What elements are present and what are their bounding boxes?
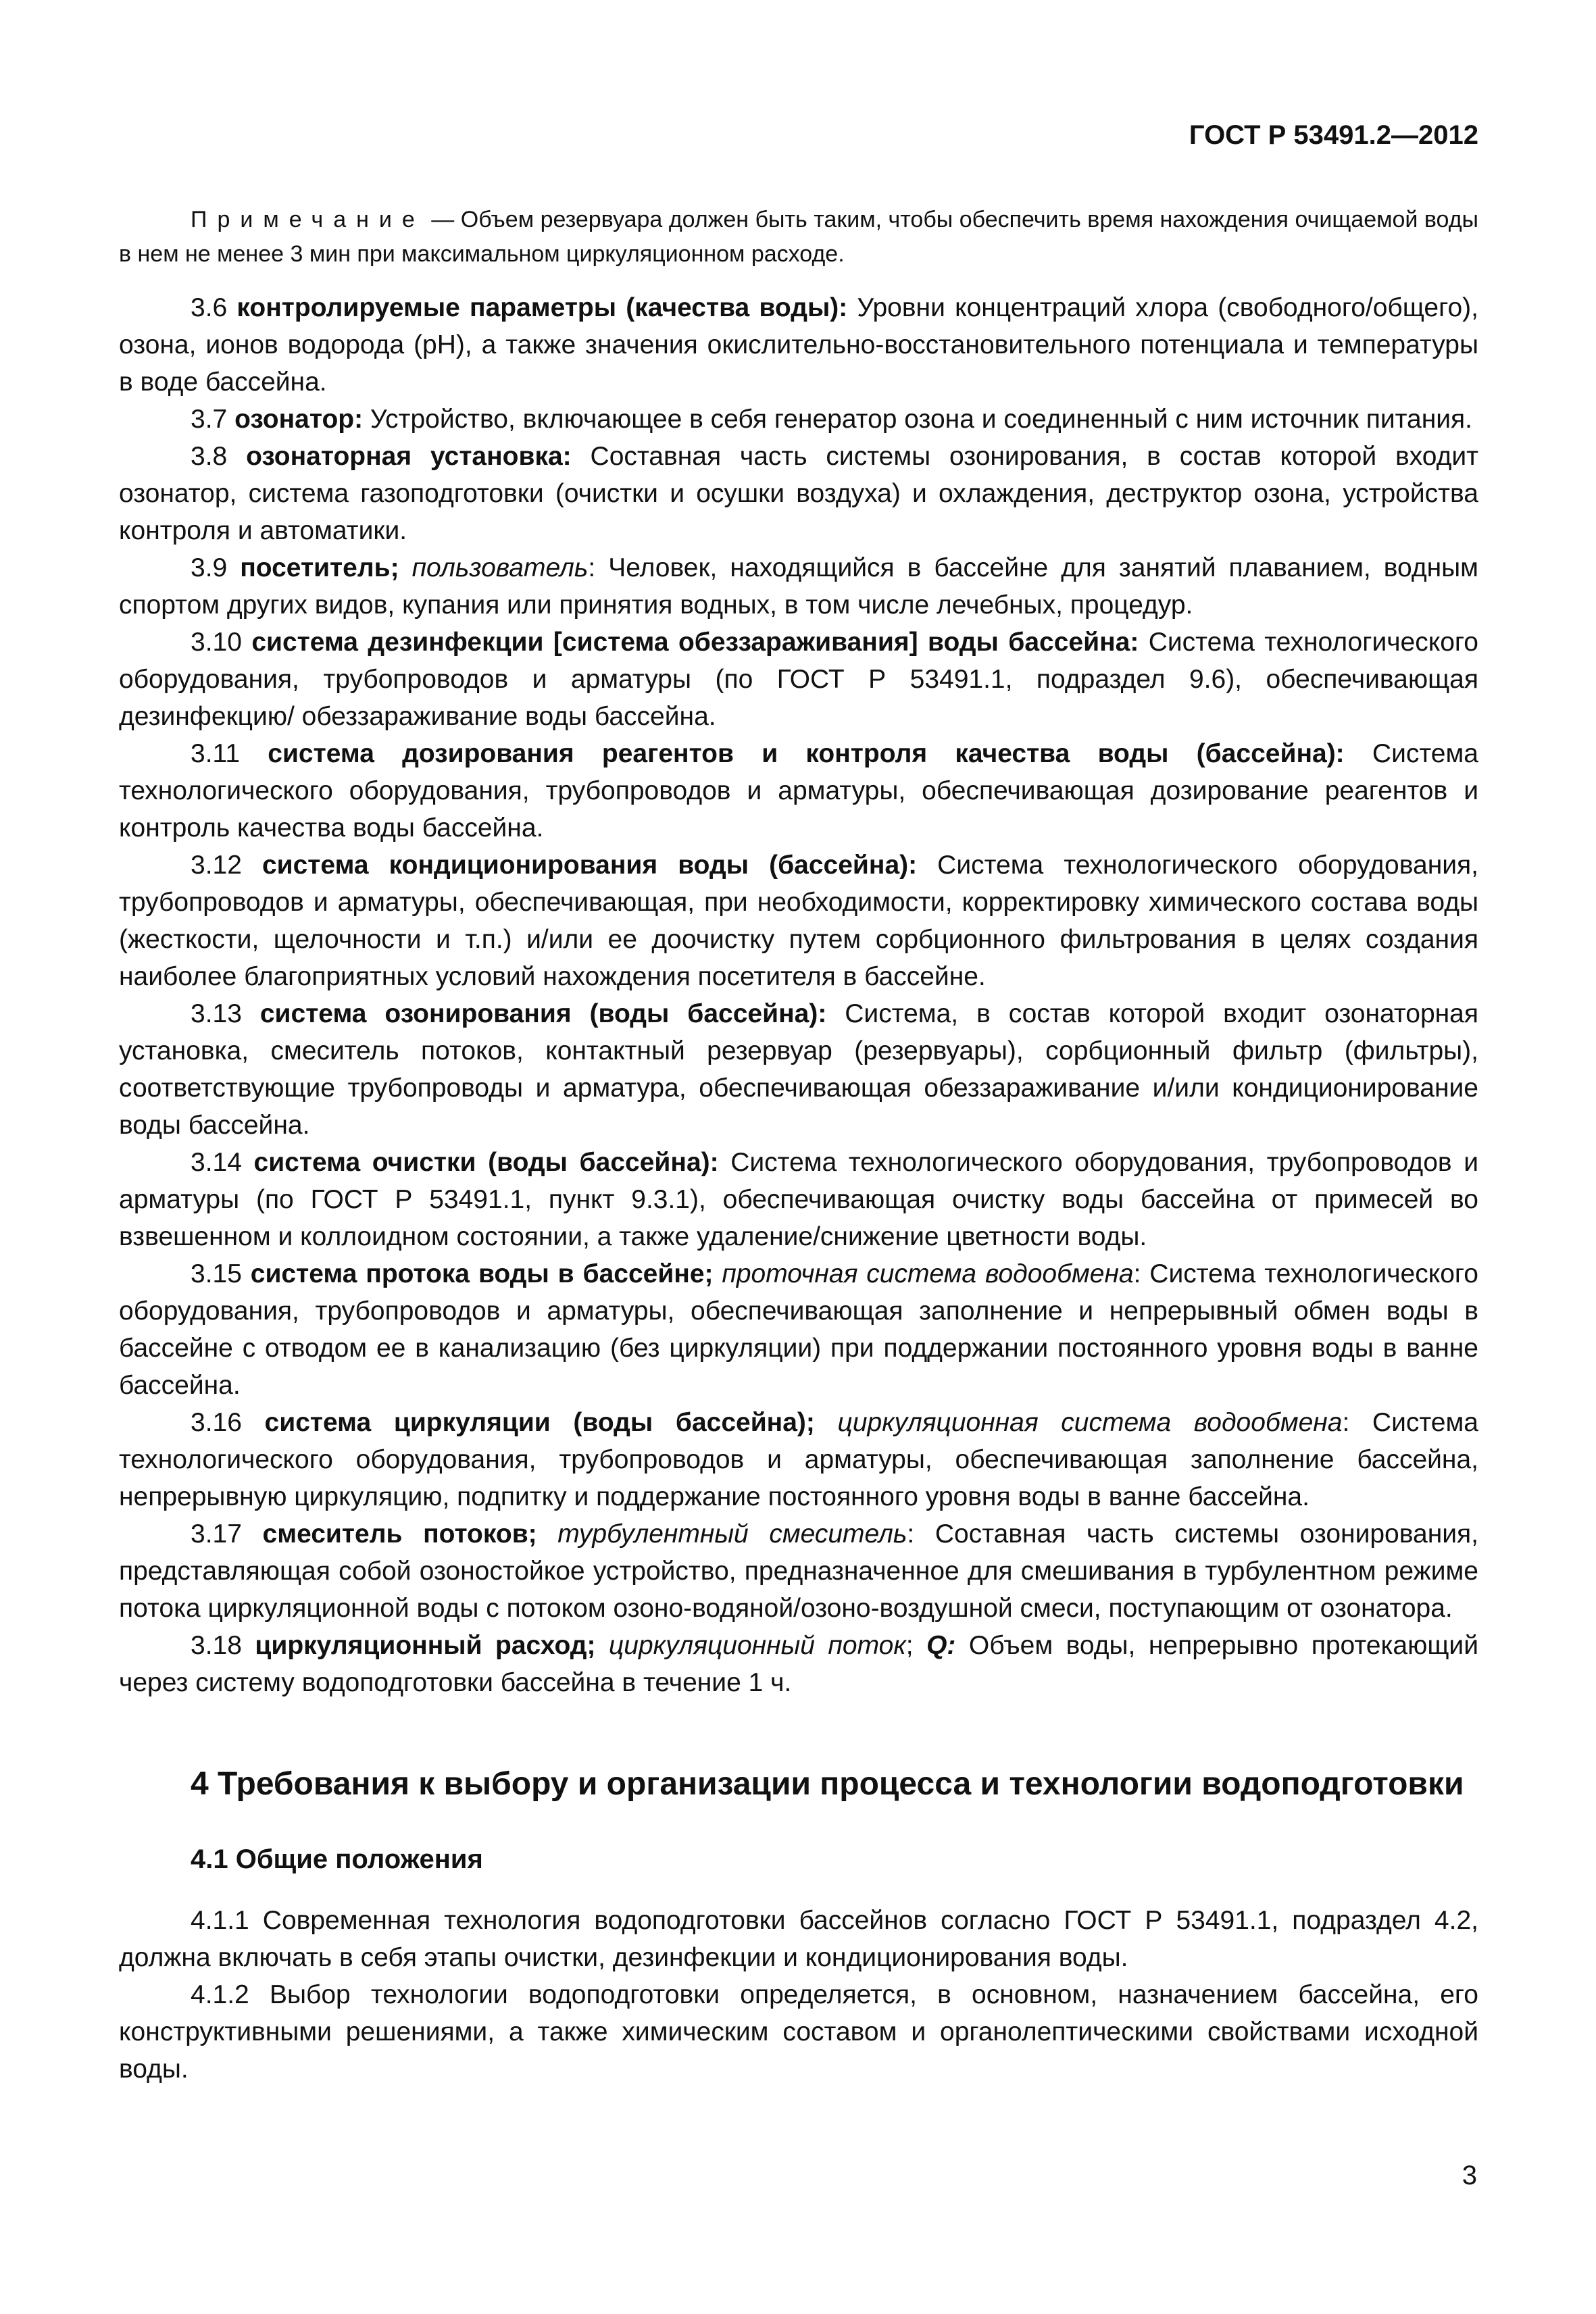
definition-number: 3.10 <box>191 628 252 657</box>
definition-term: контролируемые параметры (качества воды): <box>236 293 848 322</box>
definition-term: система дезинфекции [система обеззараживания] воды бассейна: <box>251 628 1139 657</box>
definition-number: 3.12 <box>191 851 262 880</box>
note <box>119 203 1478 272</box>
definition-alt-term: циркуляционная система водообмена <box>814 1408 1343 1437</box>
definition-number: 3.14 <box>191 1148 254 1177</box>
page-number: 3 <box>1462 2161 1477 2190</box>
definition-term: посетитель; <box>240 553 399 582</box>
clause-4-1-1: 4.1.1 Современная технология водоподготовки бассейнов согласно ГОСТ Р 53491.1, подраздел 4.2, должна включать в себя этапы очистки, дезинфекции и кондиционирования воды. <box>119 1906 1478 1972</box>
definition-paragraph <box>119 624 1478 735</box>
definition-paragraph <box>119 735 1478 847</box>
definitions-list <box>119 289 1478 1627</box>
document-code: ГОСТ Р 53491.2—2012 <box>1189 120 1478 150</box>
page-content <box>119 203 1478 2088</box>
definition-symbol: Q: <box>926 1631 956 1660</box>
section-heading: 4 Требования к выбору и организации процесса и технологии водоподготовки <box>191 1766 1464 1802</box>
definition-alt-term: проточная система водообмена <box>713 1259 1134 1288</box>
definition-paragraph <box>119 1404 1478 1515</box>
definition-text: Устройство, включающее в себя генератор озона и соединенный с ним источник питания. <box>363 405 1473 434</box>
definition-text: Составная часть системы озонирования, в состав которой входит озонатор, система газоподготовки (очистки и осушки воздуха) и охлаждения, деструктор озона, устройства контроля и автоматики. <box>119 442 1478 545</box>
definition-number: 3.6 <box>191 293 237 322</box>
definition-term: система озонирования (воды бассейна): <box>259 999 827 1028</box>
definition-separator: ; <box>905 1631 927 1660</box>
note-lead: Примечание <box>191 207 425 232</box>
definition-text: Система технологического оборудования, трубопроводов и арматуры (по ГОСТ Р 53491.1, пункт 9.3.1), обеспечивающая очистку воды бассейна от примесей во взвешенном и коллоидном состоянии, а также удаление/снижение цветности воды. <box>119 1148 1478 1251</box>
definition-text: : Система технологического оборудования, трубопроводов и арматуры, обеспечивающая заполнение бассейна, непрерывную циркуляцию, подпитку и поддержание постоянного уровня воды в ванне бассейна. <box>119 1408 1478 1511</box>
definition-paragraph <box>119 1515 1478 1627</box>
definition-text: Уровни концентраций хлора (свободного/общего), озона, ионов водорода (pH), а также значения окислительно-восстановительного потенциала и температуры в воде бассейна. <box>119 293 1478 397</box>
definition-number: 3.16 <box>191 1408 265 1437</box>
definition-paragraph <box>119 289 1478 401</box>
definition-paragraph <box>119 1255 1478 1404</box>
definition-term: озонаторная установка: <box>246 442 572 471</box>
definition-alt-term: пользователь <box>399 553 589 582</box>
definition-term: система очистки (воды бассейна): <box>253 1148 719 1177</box>
definition-number: 3.13 <box>191 999 260 1028</box>
definition-text: Система, в состав которой входит озонаторная установка, смеситель потоков, контактный резервуар (резервуары), сорбционный фильтр (фильтры), соответствующие трубопроводы и арматура, обеспечивающая обеззараживание и/или кондиционирование воды бассейна. <box>119 999 1478 1140</box>
definition-number: 3.8 <box>191 442 247 471</box>
definition-paragraph <box>119 847 1478 995</box>
definition-term: система протока воды в бассейне; <box>250 1259 714 1288</box>
definition-text: Система технологического оборудования, трубопроводов и арматуры (по ГОСТ Р 53491.1, подраздел 9.6), обеспечивающая дезинфекцию/ обеззараживание воды бассейна. <box>119 628 1478 731</box>
definition-number: 3.7 <box>191 405 235 434</box>
definition-number: 3.17 <box>191 1519 263 1549</box>
definition-paragraph <box>119 438 1478 549</box>
definition-paragraph <box>119 401 1478 438</box>
definition-term: система кондиционирования воды (бассейна): <box>261 851 918 880</box>
definition-number: 3.9 <box>191 553 241 582</box>
definition-text: Система технологического оборудования, трубопроводов и арматуры, обеспечивающая, при необходимости, корректировку химического состава воды (жесткости, щелочности и т.п.) и/или ее доочистку путем сорбционного фильтрования в целях создания наиболее благоприятных условий нахождения посетителя в бассейне. <box>119 851 1478 991</box>
definition-term: система дозирования реагентов и контроля качества воды (бассейна): <box>268 739 1345 768</box>
definition-text: : Человек, находящийся в бассейне для занятий плаванием, водным спортом других видов, купания или принятия водных, в том числе лечебных, процедур. <box>119 553 1478 620</box>
definition-text: Система технологического оборудования, трубопроводов и арматуры, обеспечивающая дозирование реагентов и контроль качества воды бассейна. <box>119 739 1478 842</box>
definition-paragraph <box>119 995 1478 1144</box>
definition-term: смеситель потоков; <box>262 1519 537 1549</box>
definition-alt-term: циркуляционный поток <box>595 1631 906 1660</box>
definition-3-18 <box>119 1627 1478 1701</box>
definition-text: Объем воды, непрерывно протекающий через систему водоподготовки бассейна в течение 1 ч. <box>119 1631 1478 1697</box>
definition-text: : Система технологического оборудования, трубопроводов и арматуры, обеспечивающая заполнение и непрерывный обмен воды в бассейне с отводом ее в канализацию (без циркуляции) при поддержании постоянного уровня воды в ванне бассейна. <box>119 1259 1478 1400</box>
definition-term: озонатор: <box>234 405 364 434</box>
definition-number: 3.15 <box>191 1259 251 1288</box>
note-text: — Объем резервуара должен быть таким, чтобы обеспечить время нахождения очищаемой воды в нем не менее 3 мин при максимальном циркуляционном расходе. <box>119 207 1478 267</box>
clause-4-1-2: 4.1.2 Выбор технологии водоподготовки определяется, в основном, назначением бассейна, его конструктивными решениями, а также химическим составом и органолептическими свойствами исходной воды. <box>119 1980 1478 2084</box>
subsection-heading: 4.1 Общие положения <box>191 1844 483 1874</box>
definition-number: 3.18 <box>191 1631 255 1660</box>
definition-text: : Составная часть системы озонирования, представляющая собой озоностойкое устройство, предназначенное для смешивания в турбулентном режиме потока циркуляционной воды с потоком озоно-водяной/озоно-воздушной смеси, поступающим от озонатора. <box>119 1519 1478 1623</box>
definition-alt-term: турбулентный смеситель <box>537 1519 907 1549</box>
definition-number: 3.11 <box>191 739 268 768</box>
definition-term: циркуляционный расход; <box>255 1631 596 1660</box>
definition-paragraph <box>119 549 1478 624</box>
definition-term: система циркуляции (воды бассейна); <box>264 1408 815 1437</box>
definition-paragraph <box>119 1144 1478 1255</box>
